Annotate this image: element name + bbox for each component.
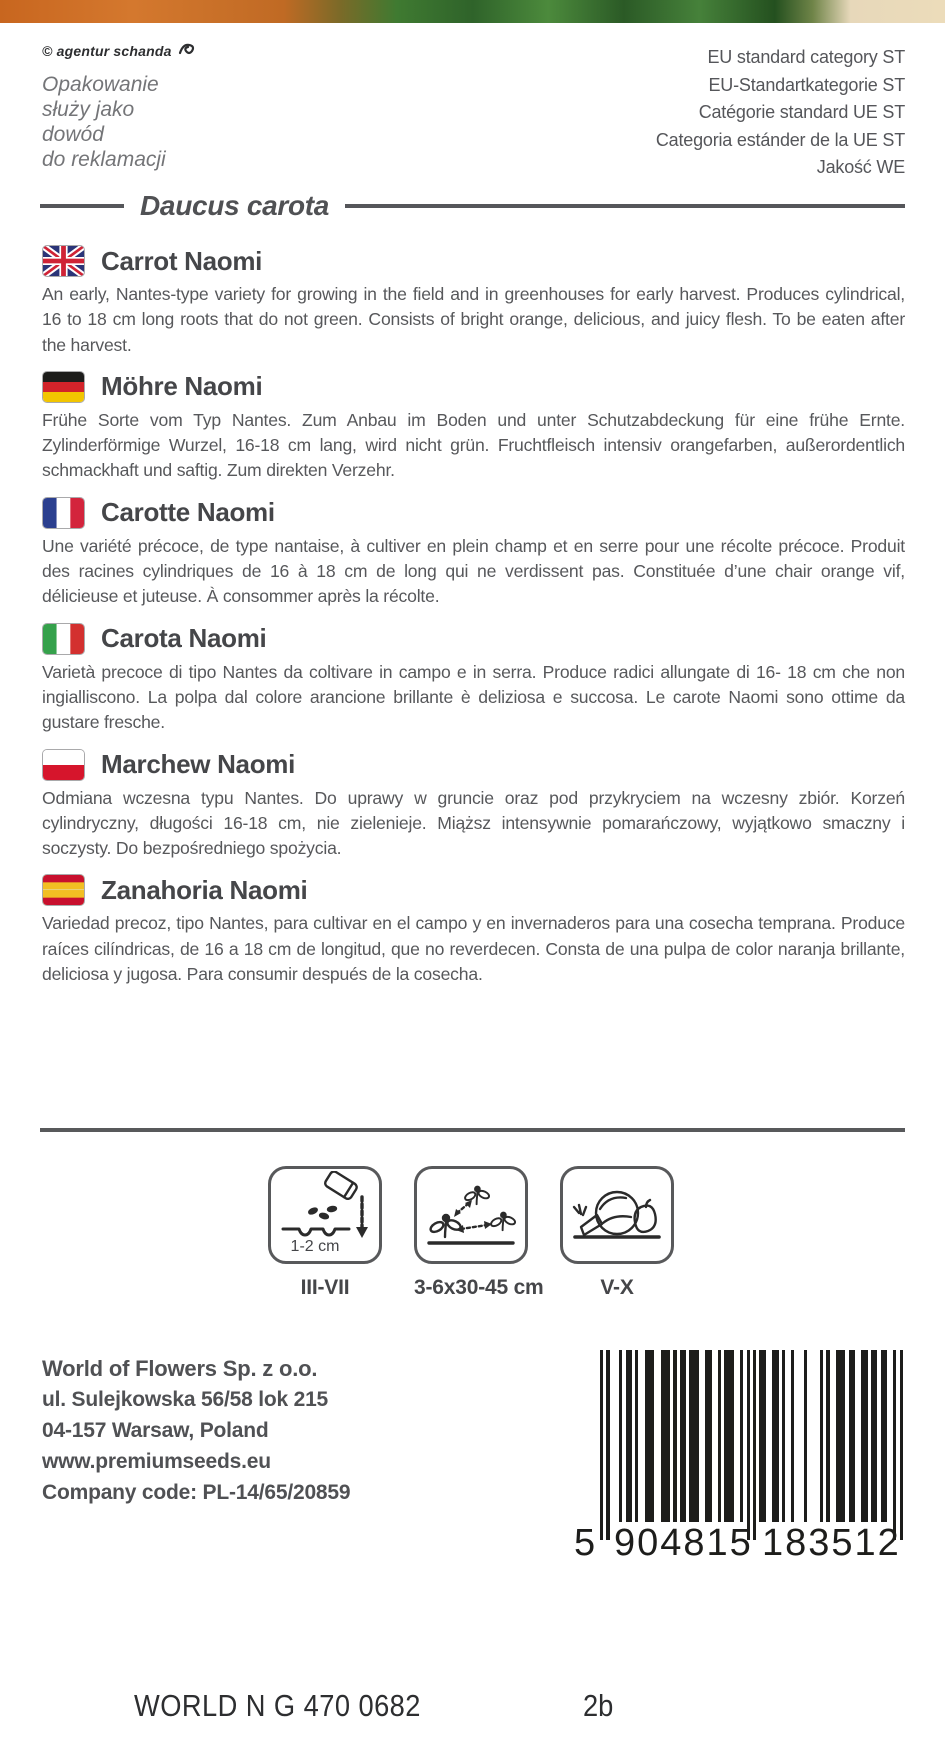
claim-line: dowód	[42, 123, 104, 146]
variety-title-it: Carota Naomi	[101, 623, 267, 654]
species-header	[40, 190, 905, 222]
section-french	[42, 497, 905, 610]
rule-right	[345, 204, 905, 208]
variety-description-it: Varietà precoce di tipo Nantes da coltivare in campo e in serra. Produce radici allungate di 16- 18 cm che non ingialliscono. La polpa dal colore arancione brillante è deliziosa e succosa. Le carote Naomi sono ottime da gustare fresche.	[42, 661, 905, 733]
variety-description-pl: Odmiana wczesna typu Nantes. Do uprawy w gruncie oraz pod przykryciem na wczesny zbiór. Korzeń cylindryczny, długości 16-18 cm, nie zielenieje. Miąższ intensywnie pomarańczowy, wyjątkowo smaczny i soczysty. Do bezpośredniego spożycia.	[42, 787, 905, 859]
plant-spacing-icon	[414, 1166, 528, 1264]
batch-mark: 2b	[583, 1688, 614, 1723]
section-german	[42, 371, 905, 484]
producer-company: World of Flowers Sp. z o.o.	[42, 1356, 318, 1381]
sowing-period-label: III-VII	[300, 1276, 350, 1299]
producer-website: www.premiumseeds.eu	[42, 1450, 271, 1473]
eu-category-line: EU-Standartkategorie ST	[708, 74, 905, 95]
agency-credit-text: © agentur schanda	[42, 43, 172, 59]
carrot-photo-strip	[0, 0, 945, 23]
barcode-digit-group: 183512	[762, 1522, 901, 1564]
france-flag-icon	[42, 497, 85, 529]
section-italian	[42, 623, 905, 736]
variety-description-es: Variedad precoz, tipo Nantes, para cultivar en el campo y en invernaderos para una cosecha temprana. Produce raíces cilíndricas, de 16 a 18 cm de longitud, que no reverdecen. Consta de una pulpa de color naranja brillante, deliciosa y jugosa. Para consumir después de la cosecha.	[42, 913, 905, 985]
variety-title-en: Carrot Naomi	[101, 245, 263, 276]
spain-flag-icon	[42, 874, 85, 906]
spacing-label: 3-6x30-45 cm	[414, 1276, 544, 1299]
pictogram-harvest	[560, 1166, 674, 1300]
pictogram-sowing	[268, 1166, 382, 1300]
variety-title-de: Möhre Naomi	[101, 371, 263, 402]
claim-line: służy jako	[42, 98, 135, 121]
ean13-barcode	[574, 1350, 903, 1562]
cultivation-pictograms	[268, 1166, 674, 1300]
barcode-digit-group: 5	[574, 1522, 596, 1564]
language-sections	[42, 240, 905, 1000]
barcode-number	[574, 1522, 903, 1562]
producer-block	[42, 1353, 350, 1508]
harvest-period-icon	[560, 1166, 674, 1264]
eu-category-line: EU standard category ST	[707, 47, 905, 67]
eu-category-line: Catégorie standard UE ST	[698, 102, 905, 122]
producer-company-code: Company code: PL-14/65/20859	[42, 1481, 351, 1504]
italy-flag-icon	[42, 623, 85, 655]
variety-description-en: An early, Nantes-type variety for growing in the field and in greenhouses for early harvest. Produces cylindrical, 16 to 18 cm long roots that do not green. Consists of bright orange, delicious, and juicy flesh. To be eaten after the harvest.	[42, 284, 905, 355]
agency-credit	[42, 42, 197, 60]
variety-description-fr: Une variété précoce, de type nantaise, à cultiver en plein champ et en serre pour une récolte précoce. Produit des racines cylindriques de 16 à 18 cm de long qui ne verdissent pas. Constituée d’une chair orange vif, délicieuse et juteuse. À consommer après la récolte.	[42, 535, 905, 607]
eu-category-block	[656, 44, 905, 182]
barcode-digit-group: 904815	[614, 1522, 753, 1564]
pictogram-spacing	[414, 1166, 544, 1300]
latin-name: Daucus carota	[140, 190, 330, 221]
section-polish	[42, 749, 905, 862]
claim-line: Opakowanie	[42, 73, 159, 96]
poland-flag-icon	[42, 749, 85, 781]
packaging-claim	[42, 72, 197, 172]
agentur-schanda-logo-icon	[178, 42, 197, 60]
producer-address-line: ul. Sulejkowska 56/58 lok 215	[42, 1388, 329, 1411]
section-spanish	[42, 874, 905, 987]
claim-line: do reklamacji	[42, 148, 166, 171]
rule-left	[40, 204, 124, 208]
section-english	[42, 245, 905, 358]
eu-category-line: Jakość WE	[816, 157, 905, 177]
variety-title-es: Zanahoria Naomi	[101, 874, 308, 905]
harvest-period-label: V-X	[600, 1276, 634, 1299]
section-divider-rule	[40, 1128, 905, 1132]
barcode-bars	[600, 1350, 903, 1540]
eu-category-line: Categoria estánder de la UE ST	[655, 129, 905, 150]
variety-description-de: Frühe Sorte vom Typ Nantes. Zum Anbau im Boden und unter Schutzabdeckung für eine frühe Ernte. Zylinderförmige Wurzel, 16-18 cm lang, wird nicht grün. Fruchtfleisch intensiv orangefarben, außerordentlich schmackhaft und saftig. Zum direkten Verzehr.	[42, 409, 905, 481]
variety-title-fr: Carotte Naomi	[101, 497, 275, 528]
print-code: WORLD N G 470 0682	[134, 1688, 421, 1723]
germany-flag-icon	[42, 371, 85, 403]
producer-address-line: 04-157 Warsaw, Poland	[42, 1419, 269, 1442]
sowing-depth-icon	[268, 1166, 382, 1264]
variety-title-pl: Marchew Naomi	[101, 749, 296, 780]
uk-flag-icon	[42, 245, 85, 277]
top-left-block	[42, 42, 197, 172]
svg-text:1-2 cm: 1-2 cm	[290, 1238, 340, 1255]
